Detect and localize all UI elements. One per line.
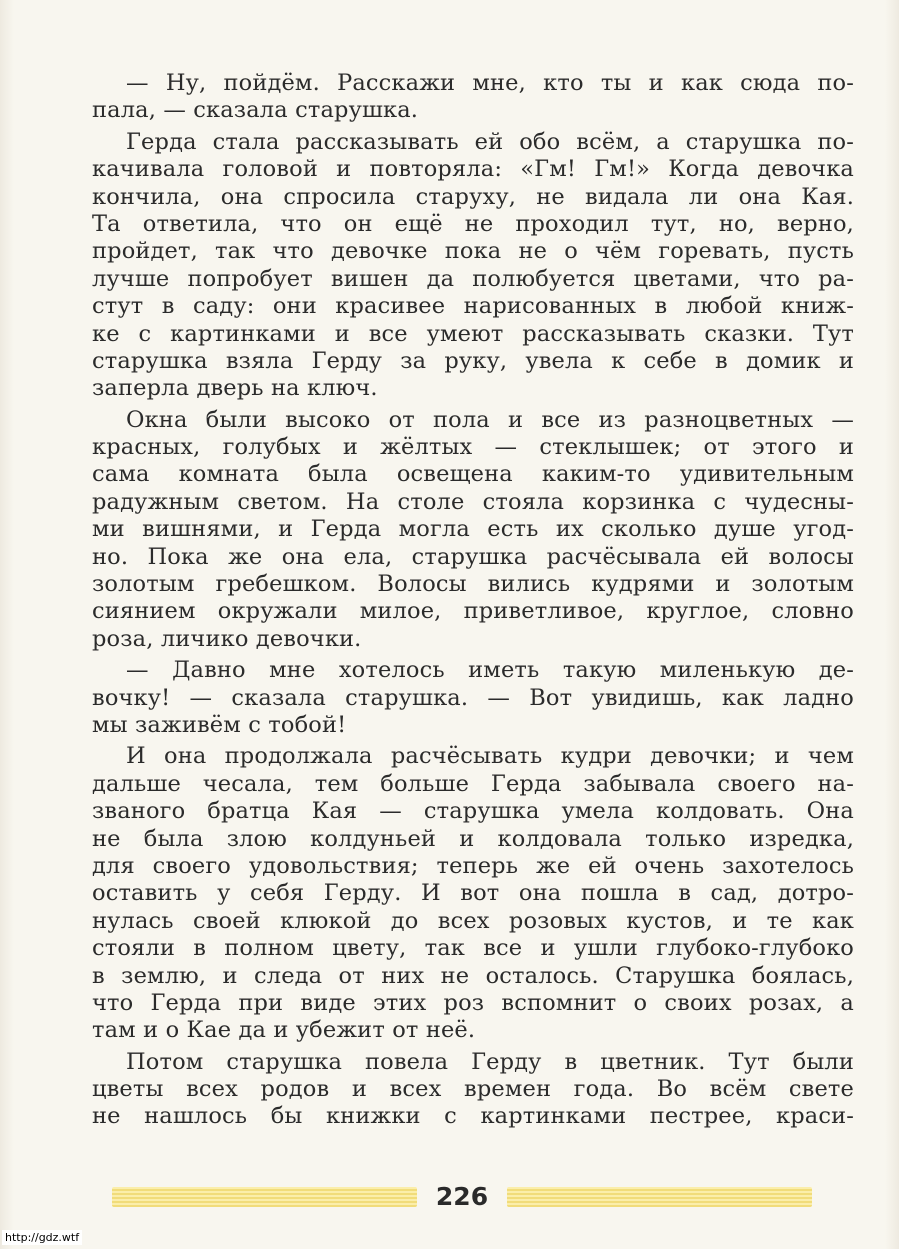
text-line: но. Пока же она ела, старушка расчёсывала ей волосы xyxy=(92,543,854,570)
text-line: Окна были высоко от пола и все из разноцветных — xyxy=(126,406,854,433)
text-line: стояли в полном цвету, так все и ушли глубоко-глубоко xyxy=(92,935,854,962)
text-line: красных, голубых и жёлтых — стеклышек; от этого и xyxy=(92,434,854,461)
text-line: цветы всех родов и всех времен года. Во всём свете xyxy=(92,1076,854,1103)
paragraph xyxy=(92,657,854,739)
text-line: вочку! — сказала старушка. — Вот увидишь, как ладно xyxy=(92,684,854,711)
text-line: мы заживём с тобой! xyxy=(92,711,347,738)
text-line: старушка взяла Герду за руку, увела к себе в домик и xyxy=(92,347,854,374)
text-line: И она продолжала расчёсывать кудри девочки; и чем xyxy=(126,743,854,770)
paragraph xyxy=(92,743,854,1044)
text-line: сама комната была освещена каким-то удивительным xyxy=(92,461,854,488)
footer-decor-left xyxy=(112,1187,417,1207)
text-line: Та ответила, что он ещё не проходил тут, но, верно, xyxy=(92,210,854,237)
text-line: для своего удовольствия; теперь же ей очень захотелось xyxy=(92,852,854,879)
text-line: заперла дверь на ключ. xyxy=(92,375,378,402)
text-line: роза, личико девочки. xyxy=(92,625,362,652)
text-line: сиянием окружали милое, приветливое, круглое, словно xyxy=(92,598,854,625)
text-line: не нашлось бы книжки с картинками пестрее, краси- xyxy=(92,1103,854,1130)
text-line: пройдет, так что девочке пока не о чём горевать, пусть xyxy=(92,238,854,265)
text-line: званого братца Кая — старушка умела колдовать. Она xyxy=(92,798,854,825)
paragraph xyxy=(92,70,854,125)
page-footer xyxy=(112,1182,812,1212)
paragraph xyxy=(92,407,854,654)
paragraph xyxy=(92,1049,854,1131)
text-line: качивала головой и повторяла: «Гм! Гм!» Когда девочка xyxy=(92,156,854,183)
paragraph xyxy=(92,129,854,403)
page-number: 226 xyxy=(435,1182,489,1211)
text-line: радужным светом. На столе стояла корзинка с чудесны- xyxy=(92,488,854,515)
text-line: оставить у себя Герду. И вот она пошла в сад, дотро- xyxy=(92,880,854,907)
footer-decor-right xyxy=(507,1187,812,1207)
text-line: — Ну, пойдём. Расскажи мне, кто ты и как сюда по- xyxy=(126,70,854,96)
text-line: что Герда при виде этих роз вспомнит о своих розах, а xyxy=(92,989,854,1016)
text-line: в землю, и следа от них не осталось. Старушка боялась, xyxy=(92,962,854,989)
text-line: лучше попробует вишен да полюбуется цветами, что ра- xyxy=(92,265,854,292)
text-line: ке с картинками и все умеют рассказывать сказки. Тут xyxy=(92,320,854,347)
source-watermark: http://gdz.wtf xyxy=(2,1230,82,1245)
text-line: золотым гребешком. Волосы вились кудрями и золотым xyxy=(92,571,854,598)
text-line: пала, — сказала старушка. xyxy=(92,97,419,124)
text-line: Потом старушка повела Герду в цветник. Тут были xyxy=(126,1048,854,1075)
text-line: Герда стала рассказывать ей обо всём, а старушка по- xyxy=(126,128,854,155)
text-line: нулась своей клюкой до всех розовых кустов, и те как xyxy=(92,907,854,934)
text-line: там и о Кае да и убежит от неё. xyxy=(92,1017,476,1044)
page-text xyxy=(92,70,854,1131)
text-line: стут в саду: они красивее нарисованных в любой книж- xyxy=(92,293,854,320)
text-line: кончила, она спросила старуху, не видала ли она Кая. xyxy=(92,183,854,210)
text-line: не была злою колдуньей и колдовала только изредка, xyxy=(92,825,854,852)
text-line: ми вишнями, и Герда могла есть их сколько душе угод- xyxy=(92,516,854,543)
text-line: дальше чесала, тем больше Герда забывала своего на- xyxy=(92,770,854,797)
text-line: — Давно мне хотелось иметь такую миленькую де- xyxy=(126,657,854,684)
